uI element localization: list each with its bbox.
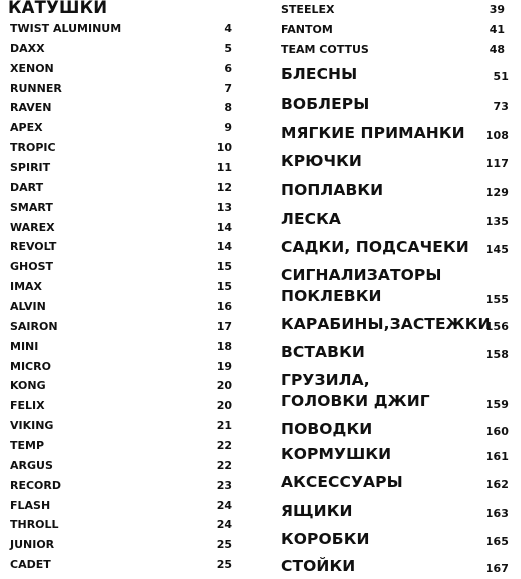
page-number: 11 xyxy=(216,161,232,175)
list-item xyxy=(10,240,238,260)
section-entry xyxy=(281,342,509,363)
section-title: ЯЩИКИ xyxy=(281,502,353,520)
page-number: 24 xyxy=(216,498,232,512)
page-number: 165 xyxy=(485,535,509,548)
item-name: MINI xyxy=(10,339,39,353)
page-number: 158 xyxy=(485,348,509,361)
list-item xyxy=(10,201,238,221)
item-name: TEAM COTTUS xyxy=(281,43,369,57)
page-number: 9 xyxy=(224,121,232,135)
item-name: MICRO xyxy=(10,359,51,373)
item-name: IMAX xyxy=(10,280,43,294)
section-entry xyxy=(281,370,509,412)
item-name: XENON xyxy=(10,61,54,75)
list-item xyxy=(10,101,238,121)
list-item xyxy=(10,42,238,62)
page-number: 163 xyxy=(485,507,509,520)
page-number: 21 xyxy=(216,419,232,433)
page-number: 14 xyxy=(216,240,232,254)
section-title: КРЮЧКИ xyxy=(281,152,362,170)
page-number: 51 xyxy=(493,70,509,83)
item-name: TROPIC xyxy=(10,141,56,155)
item-name: ALVIN xyxy=(10,300,46,314)
item-name: RECORD xyxy=(10,478,62,492)
page-number: 20 xyxy=(216,399,232,413)
section-title-line: ПОКЛЕВКИ xyxy=(281,287,382,305)
page-number: 39 xyxy=(489,3,505,16)
list-item xyxy=(10,518,238,538)
section-entry xyxy=(281,123,509,144)
item-name: VIKING xyxy=(10,419,54,433)
reel-list xyxy=(10,22,238,578)
list-item xyxy=(10,181,238,201)
page-number: 8 xyxy=(224,101,232,115)
list-item xyxy=(10,340,238,360)
item-name: FLASH xyxy=(10,498,51,512)
page-number: 162 xyxy=(485,478,509,491)
section-title: МЯГКИЕ ПРИМАНКИ xyxy=(281,124,465,142)
page-number: 18 xyxy=(216,339,232,353)
page-number: 48 xyxy=(489,43,505,57)
page-number: 155 xyxy=(485,293,509,306)
list-item xyxy=(10,479,238,499)
page-number: 25 xyxy=(216,558,232,572)
page-number: 117 xyxy=(485,157,509,170)
page-number: 167 xyxy=(485,562,509,575)
list-item xyxy=(10,62,238,82)
page-number: 161 xyxy=(485,450,509,463)
section-entry xyxy=(281,64,509,85)
section-heading-reels: КАТУШКИ xyxy=(8,0,108,17)
section-title: ВСТАВКИ xyxy=(281,343,365,361)
section-entry xyxy=(281,237,509,258)
section-entry xyxy=(281,444,509,465)
list-item xyxy=(10,360,238,380)
item-name: TEMP xyxy=(10,439,45,453)
list-item xyxy=(10,320,238,340)
page-number: 159 xyxy=(485,398,509,411)
page-number: 129 xyxy=(485,186,509,199)
page-number: 108 xyxy=(485,129,509,142)
item-name: FANTOM xyxy=(281,23,333,37)
section-entry xyxy=(281,556,509,577)
page-number: 7 xyxy=(224,81,232,95)
page-number: 20 xyxy=(216,379,232,393)
page-number: 15 xyxy=(216,260,232,274)
list-item xyxy=(10,82,238,102)
section-title: САДКИ, ПОДСАЧЕКИ xyxy=(281,238,469,256)
list-item xyxy=(10,379,238,399)
section-title: СТОЙКИ xyxy=(281,557,356,575)
page-number: 41 xyxy=(489,23,505,37)
page-number: 14 xyxy=(216,220,232,234)
section-entry xyxy=(281,529,509,550)
item-name: JUNIOR xyxy=(10,538,55,552)
section-title-line: СИГНАЛИЗАТОРЫ xyxy=(281,266,442,284)
page-number: 10 xyxy=(216,141,232,155)
item-name: DART xyxy=(10,180,44,194)
section-title: ПОВОДКИ xyxy=(281,420,373,438)
page-number: 160 xyxy=(485,425,509,438)
section-entry xyxy=(281,472,509,493)
page-number: 5 xyxy=(224,41,232,55)
page-number: 13 xyxy=(216,200,232,214)
section-entry xyxy=(281,180,509,201)
section-title: ВОБЛЕРЫ xyxy=(281,95,370,113)
list-item xyxy=(10,260,238,280)
list-item xyxy=(10,161,238,181)
list-item xyxy=(281,23,505,43)
section-entry xyxy=(281,314,509,335)
section-entry xyxy=(281,419,509,440)
item-name: SPIRIT xyxy=(10,161,51,175)
list-item xyxy=(10,538,238,558)
section-title: КОРМУШКИ xyxy=(281,445,392,463)
list-item xyxy=(10,439,238,459)
section-title: ПОПЛАВКИ xyxy=(281,181,384,199)
item-name: DAXX xyxy=(10,41,45,55)
page-number: 19 xyxy=(216,359,232,373)
list-item xyxy=(10,141,238,161)
list-item xyxy=(10,558,238,578)
list-item xyxy=(281,43,505,63)
page-number: 16 xyxy=(216,300,232,314)
section-title: АКСЕССУАРЫ xyxy=(281,473,403,491)
item-name: STEELEX xyxy=(281,3,335,16)
section-title: ЛЕСКА xyxy=(281,210,342,228)
page-number: 22 xyxy=(216,458,232,472)
page-number: 24 xyxy=(216,518,232,532)
section-entry xyxy=(281,501,509,522)
page-number: 17 xyxy=(216,319,232,333)
item-name: REVOLT xyxy=(10,240,57,254)
section-entry xyxy=(281,209,509,230)
item-name: KONG xyxy=(10,379,46,393)
item-name: WAREX xyxy=(10,220,55,234)
page-number: 156 xyxy=(485,320,509,333)
list-item xyxy=(10,399,238,419)
list-item xyxy=(281,3,505,23)
item-name: FELIX xyxy=(10,399,45,413)
item-name: SAIRON xyxy=(10,319,58,333)
list-item xyxy=(10,221,238,241)
page-number: 145 xyxy=(485,243,509,256)
page-number: 22 xyxy=(216,439,232,453)
page-number: 15 xyxy=(216,280,232,294)
continued-reel-list xyxy=(281,3,505,64)
page-number: 135 xyxy=(485,215,509,228)
item-name: THROLL xyxy=(10,518,59,532)
item-name: TWIST ALUMINUM xyxy=(10,22,122,35)
section-title-line: ГОЛОВКИ ДЖИГ xyxy=(281,392,430,410)
item-name: SMART xyxy=(10,200,53,214)
item-name: GHOST xyxy=(10,260,54,274)
page-number: 12 xyxy=(216,180,232,194)
page-number: 25 xyxy=(216,538,232,552)
item-name: RAVEN xyxy=(10,101,52,115)
section-title: КОРОБКИ xyxy=(281,530,370,548)
section-entry xyxy=(281,151,509,172)
list-item xyxy=(10,280,238,300)
section-title-line: ГРУЗИЛА, xyxy=(281,371,370,389)
item-name: CADET xyxy=(10,558,51,572)
section-title: КАРАБИНЫ,ЗАСТЕЖКИ xyxy=(281,315,491,333)
item-name: RUNNER xyxy=(10,81,62,95)
item-name: APEX xyxy=(10,121,43,135)
page-number: 6 xyxy=(224,61,232,75)
page-number: 23 xyxy=(216,478,232,492)
item-name: ARGUS xyxy=(10,458,53,472)
list-item xyxy=(10,22,238,42)
page-number: 73 xyxy=(493,100,509,113)
section-title: БЛЕСНЫ xyxy=(281,65,358,83)
section-entry xyxy=(281,94,509,115)
list-item xyxy=(10,419,238,439)
list-item xyxy=(10,121,238,141)
section-entry xyxy=(281,265,509,307)
list-item xyxy=(10,300,238,320)
page-number: 4 xyxy=(224,22,232,35)
list-item xyxy=(10,459,238,479)
list-item xyxy=(10,499,238,519)
